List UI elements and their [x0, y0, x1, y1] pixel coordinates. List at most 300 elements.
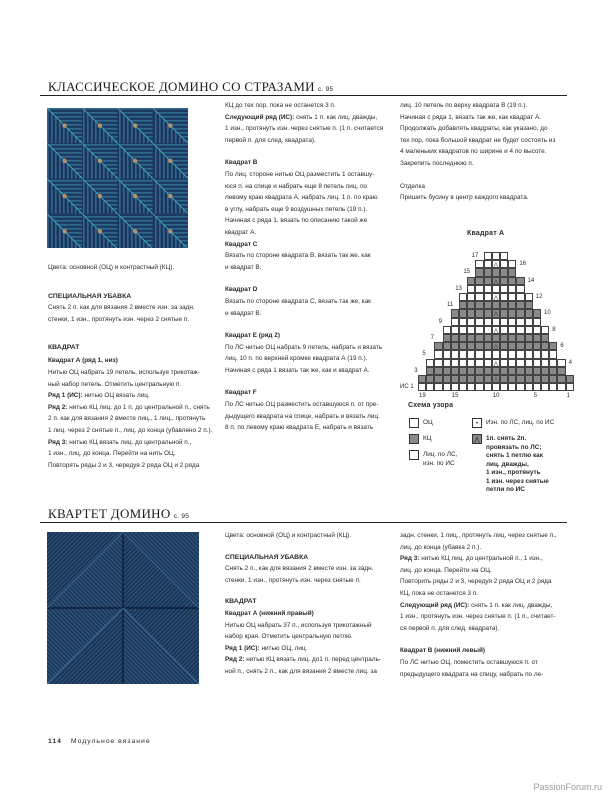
chart-cell: [500, 318, 508, 326]
legend-purl-swatch: [472, 418, 482, 428]
chart-cell: [451, 367, 459, 375]
chart-cell: [451, 375, 459, 383]
text-line: тех пор, пока большой квадрат не будет состоять из: [400, 136, 556, 144]
text-line: Нитью ОЦ набрать 37 п., используя трикотажный: [225, 621, 372, 629]
chart-cell: [566, 383, 574, 391]
chart-cell: [549, 367, 557, 375]
chart-cell: ⋀: [492, 342, 500, 350]
chart-cell: [525, 350, 533, 358]
row3-label: Ряд 3:: [400, 555, 420, 563]
chart-cell: [451, 334, 459, 342]
chart-cell: [434, 367, 442, 375]
text-line: 1 изн. через снятые: [486, 477, 549, 485]
text-line: и квадрат В.: [225, 263, 262, 271]
chart-row-label: 13: [455, 285, 462, 292]
chart-cell: [492, 301, 500, 309]
text-line: Начиная с ряда 1 вязать так же, как и квадрат А.: [225, 366, 370, 374]
legend-kc-swatch: [409, 434, 419, 444]
chart-cell: [541, 367, 549, 375]
chart-cell: [541, 342, 549, 350]
text-line: провязать по ЛС;: [486, 443, 542, 451]
purl-dot-icon: •: [475, 421, 479, 427]
chart-cell: [426, 375, 434, 383]
text-line: 2 п. как для вязания 2 вместе лиц., 1 лиц., протянуть: [48, 415, 206, 423]
chart-cell: [541, 383, 549, 391]
bead-icon: [98, 159, 102, 163]
chart-cell: [500, 309, 508, 317]
chart-cell: [516, 301, 524, 309]
section1-title: [48, 79, 333, 95]
text-line: Вязать по стороне квадрата В, вязать так же, как: [225, 252, 371, 260]
chart-row-label: 3: [414, 367, 418, 374]
chart-cell: [484, 293, 492, 301]
chart-cell: [459, 309, 467, 317]
text-line: снять 1 петлю как: [486, 452, 543, 459]
chart-cell: [467, 285, 475, 293]
chart-cell: [459, 301, 467, 309]
chart-row-label: 7: [430, 335, 434, 341]
footer: [48, 738, 151, 745]
chart-cell: [459, 326, 467, 334]
chart-cell: [549, 383, 557, 391]
chart-cell: [484, 252, 492, 260]
chart-cell: [443, 342, 451, 350]
text-line: 1 изн., лиц. до конца. Перейти на нить ОЦ.: [48, 450, 176, 458]
chart-cell: [451, 350, 459, 358]
chart-cell: [467, 301, 475, 309]
chart-cell: [475, 350, 483, 358]
chart-cell: [516, 342, 524, 350]
chart-cell: [434, 342, 442, 350]
chart-cell: [484, 277, 492, 285]
text-line: Нитью ОЦ набрать 19 петель, используя трикотаж-: [48, 369, 200, 376]
chart-cell: [459, 375, 467, 383]
row3-text: нитью КЦ лиц. до центральной п., 1 изн.,: [419, 555, 543, 563]
chart-cell: [475, 301, 483, 309]
chart-cell: [516, 334, 524, 342]
bead-icon: [133, 229, 137, 233]
section1-square-heading: КВАДРАТ: [48, 344, 80, 351]
bead-icon: [98, 123, 102, 127]
section1-title-text: КЛАССИЧЕСКОЕ ДОМИНО СО СТРАЗАМИ: [48, 79, 315, 94]
section1-column3: [400, 100, 575, 204]
text-line: Повторять ряды 2 и 3, чередуя 2 ряда ОЦ и 2 ряда: [48, 461, 200, 469]
row1-text: нитью ОЦ, лиц.: [259, 644, 308, 652]
section2-title-text: КВАРТЕТ ДОМИНО: [48, 506, 171, 521]
watermark: PassionForum.ru: [533, 782, 602, 792]
squareC-title: Квадрат С: [225, 240, 258, 248]
chart-cell: [459, 293, 467, 301]
chart-cell: ⋀: [492, 375, 500, 383]
chart-cell: [516, 350, 524, 358]
text-line: По ЛС нитью ОЦ, поместить оставшуюся п. от: [400, 658, 538, 666]
chart-cell: [443, 326, 451, 334]
squareF-title: Квадрат F: [225, 389, 257, 397]
chart-cell: [467, 326, 475, 334]
chart-cell: [533, 334, 541, 342]
chart-cell: [459, 383, 467, 391]
chart-cell: [484, 350, 492, 358]
finish-heading: Отделка: [400, 182, 425, 190]
chart-cell: [557, 367, 565, 375]
row2-text: нитью КЦ лиц. до 1 п. до центральной п., снять: [67, 403, 210, 411]
chart-cell: [475, 260, 483, 268]
chart-column-label: 15: [451, 393, 459, 400]
text-line: Начиная с ряда 1, вязать по описанию такой же: [225, 217, 368, 225]
chart-cell: [525, 342, 533, 350]
chart-cell: [557, 383, 565, 391]
text-line: стенки, 1 изн., протянуть изн. через 2 снятые п.: [48, 315, 190, 323]
bead-icon: [62, 159, 66, 163]
legend-title: Схема узора: [408, 402, 454, 409]
text-line: лиц. до конца (убавка 2 п.).: [400, 543, 482, 551]
text-line: По лиц. стороне нитью ОЦ разместить 1 оставшу-: [225, 170, 375, 178]
chart-cell: [541, 334, 549, 342]
chart-row-label: 4: [568, 359, 572, 366]
text-line: ный набор петель. Отметить центральную п.: [48, 380, 182, 388]
chart-row-label: 5: [422, 351, 426, 358]
chart-cell: [467, 383, 475, 391]
row2-text: нитью КЦ вязать лиц. до1 п. перед централь-: [244, 656, 382, 664]
text-line: 1 изн., протянуть изн. через снятые п. (1 п., считает-: [400, 613, 556, 621]
chart-cell: [516, 326, 524, 334]
section2-special-heading: СПЕЦИАЛЬНАЯ УБАВКА: [225, 553, 309, 561]
chart-cell: [508, 285, 516, 293]
chart-cell: [533, 367, 541, 375]
s2-next-row-line: [400, 600, 575, 612]
chart-cell: [475, 342, 483, 350]
bead-icon: [98, 229, 102, 233]
chart-column-label: 19: [419, 393, 426, 400]
page-number: 114: [48, 738, 62, 745]
chart-cell: [508, 268, 516, 276]
chart-row-label: 15: [463, 269, 471, 276]
text-line: Продолжать добавлять квадраты, как указано, до: [400, 125, 548, 133]
row2-line: [48, 402, 212, 414]
chart-cell: [484, 326, 492, 334]
bead-icon: [168, 123, 172, 127]
section1-squareA-text: [48, 367, 212, 471]
text-line: юся п. на спице и набрать еще 8 петель лиц. по: [225, 182, 368, 190]
bead-icon: [168, 229, 172, 233]
chart-cell: [508, 309, 516, 317]
chart-cell: [500, 367, 508, 375]
knit-sample-image-2: [47, 532, 199, 684]
chart-cell: [525, 383, 533, 391]
section1-squareA-title: Квадрат А (ряд 1, низ): [48, 357, 118, 364]
text-line: 1 изн., протянуть изн. через снятые п. (1 п. считается: [225, 125, 384, 133]
chart-cell: [467, 342, 475, 350]
bead-icon: [168, 159, 172, 163]
knit-sample-photo-1: [47, 108, 188, 248]
text-line: лиц. дважды,: [486, 460, 529, 468]
chart-cell: [533, 318, 541, 326]
legend-dec-label: [486, 435, 549, 495]
next-row-label: Следующий ряд (ИС):: [225, 113, 295, 121]
chart-cell: [451, 342, 459, 350]
chart-cell: [475, 318, 483, 326]
chart-cell: [434, 359, 442, 367]
chart-cell: [443, 350, 451, 358]
chart-cell: [426, 383, 434, 391]
chart-cell: [508, 342, 516, 350]
text-line: и квадрат В.: [225, 309, 262, 317]
text-line: в углу, набрать еще 9 воздушных петель (19 п.).: [225, 205, 368, 213]
chart-cell: [516, 285, 524, 293]
chart-cell: [508, 375, 516, 383]
chart-cell: [525, 367, 533, 375]
chart-cell: [443, 359, 451, 367]
squareB-title: Квадрат В: [225, 159, 258, 167]
chart-cell: [500, 301, 508, 309]
section2-column2: [225, 530, 400, 678]
chart-cell: [508, 260, 516, 268]
chart-cell: [492, 285, 500, 293]
text-line: Лиц. по ЛС,: [423, 451, 458, 458]
pattern-chart: [400, 240, 575, 400]
chart-cell: [475, 285, 483, 293]
chart-cell: [484, 375, 492, 383]
chart-column-label: 1: [566, 393, 570, 400]
section1-rule: [40, 95, 567, 96]
chart-cell: [500, 326, 508, 334]
text-line: Вязать по стороне квадрата С, вязать так же, как: [225, 297, 371, 305]
chart-cell: [467, 318, 475, 326]
chart-cell: [492, 334, 500, 342]
text-line: задн. стенки, 1 лиц., протянуть лиц. через снятые п.,: [400, 532, 557, 539]
chart-cell: [541, 359, 549, 367]
chart-cell: [533, 350, 541, 358]
text-line: Начиная с ряда 1, вязать так же, как квадрат А.: [400, 113, 542, 121]
row3-label: Ряд 3:: [48, 438, 68, 446]
s2-row2-line: [225, 654, 400, 666]
text-line: ся первой п. для след. квадрата).: [400, 624, 500, 632]
chart-cell: [484, 318, 492, 326]
chart-row-label: 9: [438, 318, 443, 325]
chart-cell: [426, 359, 434, 367]
chart-cell: [500, 359, 508, 367]
text-line: лиц. до конца. Перейти на ОЦ.: [400, 566, 492, 574]
legend-face-label: [423, 451, 457, 468]
legend-face-swatch: [409, 450, 419, 460]
text-line: КЦ, пока не останется 3 п.: [400, 589, 479, 597]
section2-rule: [40, 522, 567, 523]
chart-cell: [566, 375, 574, 383]
section2-colors: Цвета: основной (ОЦ) и контрастный (КЦ).: [225, 532, 352, 539]
chart-cell: [516, 383, 524, 391]
chart-cell: [475, 326, 483, 334]
chart-cell: [500, 268, 508, 276]
chart-cell: [451, 359, 459, 367]
chart-cell: [533, 342, 541, 350]
chart-cell: [475, 375, 483, 383]
text-line: Снять 2 п. как для вязания 2 вместе изн. за задн.: [48, 304, 195, 311]
section2-title: [48, 506, 189, 522]
chart-cell: [443, 367, 451, 375]
chart-cell: [533, 383, 541, 391]
bead-icon: [62, 229, 66, 233]
chart-cell: [525, 326, 533, 334]
chart-row-label: 16: [519, 261, 527, 268]
squareD-title: Квадрат D: [225, 286, 258, 294]
text-line: предыдущего квадрата на спицу, набрать по ле-: [400, 670, 544, 678]
chart-cell: [500, 285, 508, 293]
section2-squareB-title: Квадрат В (нижний левый): [400, 647, 486, 655]
bead-icon: [133, 194, 137, 198]
chart-cell: [492, 318, 500, 326]
chart-cell: [549, 350, 557, 358]
row1-line: [48, 390, 212, 402]
s2-row1-line: [225, 643, 400, 655]
text-line: Пришить бусину в центр каждого квадрата.: [400, 194, 529, 202]
chart-cell: [557, 359, 565, 367]
chart-cell: [500, 383, 508, 391]
chart-cell: [500, 252, 508, 260]
text-line: Закрепить последнюю п.: [400, 159, 474, 167]
chart-cell: [484, 334, 492, 342]
chart-cell: [525, 301, 533, 309]
chart-cell: [475, 359, 483, 367]
section2-ref: с. 95: [173, 513, 190, 520]
text-line: первой п. для след. квадрата).: [225, 136, 316, 144]
chart-cell: [516, 293, 524, 301]
chart-cell: [484, 342, 492, 350]
chart-cell: [484, 301, 492, 309]
chart-cell: [426, 367, 434, 375]
legend-oc-swatch: [409, 418, 419, 428]
chart-cell: [492, 252, 500, 260]
chart-cell: [500, 260, 508, 268]
chart-cell: ⋀: [492, 309, 500, 317]
chart-cell: [475, 277, 483, 285]
text-line: дыдущего квадрата на спице, набрать и вязать лиц.: [225, 412, 380, 420]
text-line: Снять 2 п., как для вязания 2 вместе изн. за задн.: [225, 565, 374, 573]
chart-cell: [549, 375, 557, 383]
text-line: квадрат А.: [225, 228, 257, 236]
text-line: 1 лиц. через 2 снятые п., лиц. до конца (убавлено 2 п.).: [48, 426, 213, 434]
row2-label: Ряд 2:: [48, 403, 68, 411]
chart-row-label: ИС 1: [400, 384, 414, 391]
chart-cell: [516, 309, 524, 317]
chart-row-label: 12: [535, 294, 543, 300]
row1-label: Ряд 1 (ИС):: [48, 392, 83, 400]
chart-cell: [549, 342, 557, 350]
chart-cell: [492, 383, 500, 391]
text-line: петли по ИС: [486, 486, 525, 493]
text-line: лиц. 10 п. по верхней кромке квадрата А (19 п.).: [225, 355, 368, 363]
chart-cell: [508, 301, 516, 309]
section1-special-heading: СПЕЦИАЛЬНАЯ УБАВКА: [48, 293, 132, 300]
chart-cell: [484, 260, 492, 268]
text-line: Повторить ряды 2 и 3, чередуя 2 ряда ОЦ и 2 ряда: [400, 578, 552, 586]
chart-cell: [475, 309, 483, 317]
next-row-text: снять 1 п. как лиц. дважды,: [469, 601, 553, 609]
chart-cell: [443, 334, 451, 342]
chart-cell: [418, 375, 426, 383]
text-line: изн. по ИС: [423, 459, 455, 467]
chart-cell: [533, 359, 541, 367]
chart-cell: [467, 375, 475, 383]
chart-cell: [516, 318, 524, 326]
chart-cell: [434, 375, 442, 383]
section1-ref: с. 95: [317, 86, 334, 93]
bead-icon: [62, 194, 66, 198]
chart-cell: [525, 359, 533, 367]
chart-cell: [557, 375, 565, 383]
text-line: левому краю квадрата А, набрать лиц. 1 п. по краю: [225, 194, 378, 202]
chart-cell: [508, 326, 516, 334]
chart-cell: [434, 383, 442, 391]
chart-cell: [500, 350, 508, 358]
text-line: КЦ до тех пор, пока не останется 3 п.: [225, 102, 336, 109]
chart-cell: ⋀: [492, 326, 500, 334]
bead-icon: [133, 159, 137, 163]
chart-cell: [516, 277, 524, 285]
chart-cell: [500, 277, 508, 285]
chart-cell: [434, 350, 442, 358]
next-row-text: снять 1 п. как лиц. дважды,: [294, 113, 378, 121]
legend-purl-label: Изн. по ЛС, лиц. по ИС: [486, 419, 555, 426]
chart-cell: [451, 309, 459, 317]
chart-cell: [508, 318, 516, 326]
chart-cell: [475, 293, 483, 301]
section2-squareA-title: Квадрат А (нижний правый): [225, 609, 314, 617]
chart-cell: [467, 277, 475, 285]
chart-cell: [508, 359, 516, 367]
chart-column-label: 10: [492, 393, 500, 400]
next-row-line: [225, 112, 395, 124]
chart-cell: [475, 383, 483, 391]
chart-cell: [508, 277, 516, 285]
text-line: стенки, 1 изн., протянуть изн. через снятые п.: [225, 576, 361, 584]
chart-cell: [484, 285, 492, 293]
chart-row-label: 8: [552, 326, 556, 333]
chart-cell: [467, 367, 475, 375]
chart-cell: [525, 375, 533, 383]
chart-cell: [484, 359, 492, 367]
chart-cell: [459, 350, 467, 358]
chart-cell: [500, 334, 508, 342]
chart-cell: [467, 350, 475, 358]
chart-cell: [516, 359, 524, 367]
chart-cell: [508, 334, 516, 342]
chart-cell: [500, 293, 508, 301]
chart-cell: [525, 318, 533, 326]
chart-cell: [459, 367, 467, 375]
bead-icon: [98, 194, 102, 198]
chart-cell: [451, 318, 459, 326]
legend-oc-label: ОЦ: [423, 419, 433, 426]
chart-cell: [451, 383, 459, 391]
chart-title: Квадрат А: [467, 230, 505, 237]
s2-row3-line: [400, 553, 575, 565]
text-line: набор края. Отметить центральную петлю.: [225, 633, 353, 641]
chart-cell: [484, 268, 492, 276]
row2-label: Ряд 2:: [225, 656, 245, 664]
chart-cell: [475, 334, 483, 342]
chart-cell: [549, 359, 557, 367]
chart-cell: [516, 375, 524, 383]
chart-cell: [492, 367, 500, 375]
chart-cell: [467, 309, 475, 317]
row1-text: нитью ОЦ вязать лиц.: [82, 392, 150, 400]
text-line: 4 маленьких квадратов по ширине и 4 по высоте.: [400, 148, 547, 156]
chart-cell: [500, 375, 508, 383]
chart-cell: [467, 359, 475, 367]
chart-cell: [508, 367, 516, 375]
legend-kc-label: КЦ: [423, 435, 432, 442]
chart-cell: [508, 350, 516, 358]
